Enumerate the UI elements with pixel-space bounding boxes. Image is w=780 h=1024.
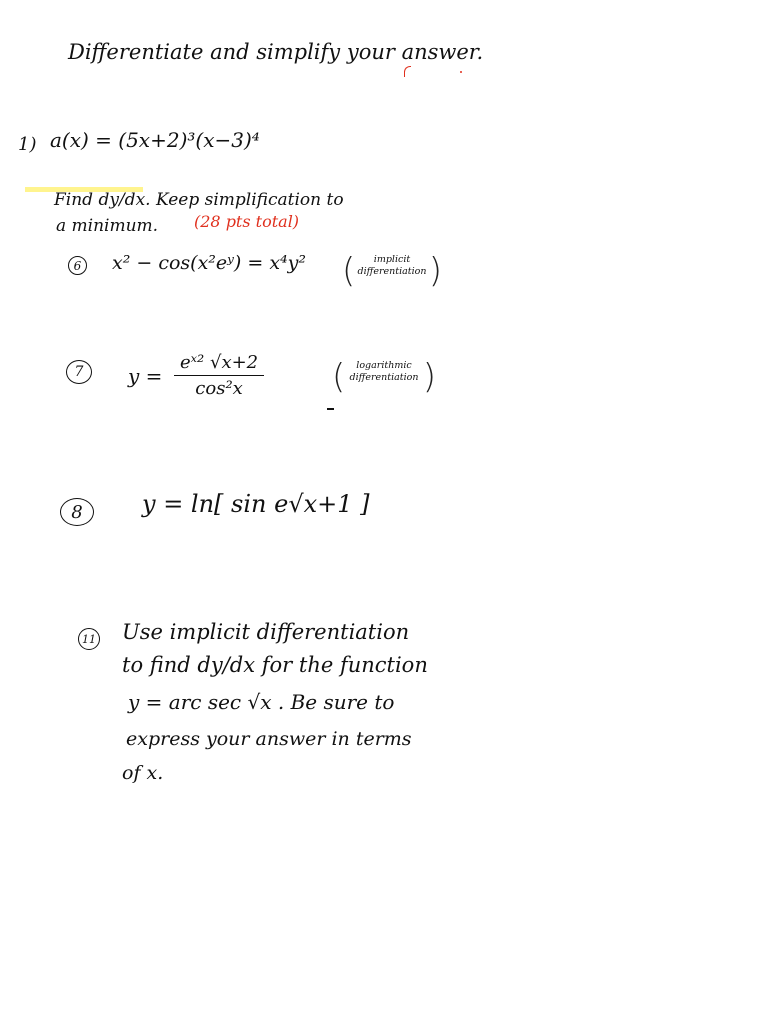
problem-11-number: 11 [78,628,100,650]
problem-8-number: 8 [60,498,94,526]
stray-dash-mark [327,408,334,410]
problem-7-number: 7 [66,360,92,384]
problem-11-line1: Use implicit differentiation [122,620,410,644]
problem-7-method-note [342,360,426,384]
problem-6-method-note [352,254,432,278]
red-pen-dot [460,71,462,73]
problem-6-note-line2: differentiation [357,265,427,277]
instruction-heading: Differentiate and simplify your answer. [68,40,484,64]
problem-7-note-line1: ( logarithmic [356,360,412,371]
find-instruction-line1: Find dy/dx. Keep simplification to [54,190,344,210]
problem-11-line5: of x. [122,762,164,784]
problem-7-fraction [174,352,264,399]
find-instruction-line2: a minimum. [56,216,159,236]
problem-7-note-line2: differentiation [349,371,419,383]
problem-11-line3: y = arc sec √x . Be sure to [128,690,395,714]
problem-6-expression: x² − cos(x²eʸ) = x⁴y² [112,252,306,274]
problem-7-denominator: cos²x [195,378,243,399]
problem-6-number: 6 [68,256,87,275]
problem-11-line4: express your answer in terms [126,728,412,750]
problem-6-note-line1: ( implicit [373,254,411,265]
problem-7-lhs: y = [128,364,163,388]
red-pen-mark [404,66,411,77]
problem-1-expression: a(x) = (5x+2)³(x−3)⁴ [50,128,260,152]
problem-7-numerator: eˣ² √x+2 [174,352,264,376]
problem-8-expression: y = ln[ sin e√x+1 ] [142,490,370,518]
points-total-note: (28 pts total) [194,212,300,231]
problem-11-line2: to find dy/dx for the function [122,653,428,677]
problem-1-number: 1) [18,134,37,155]
